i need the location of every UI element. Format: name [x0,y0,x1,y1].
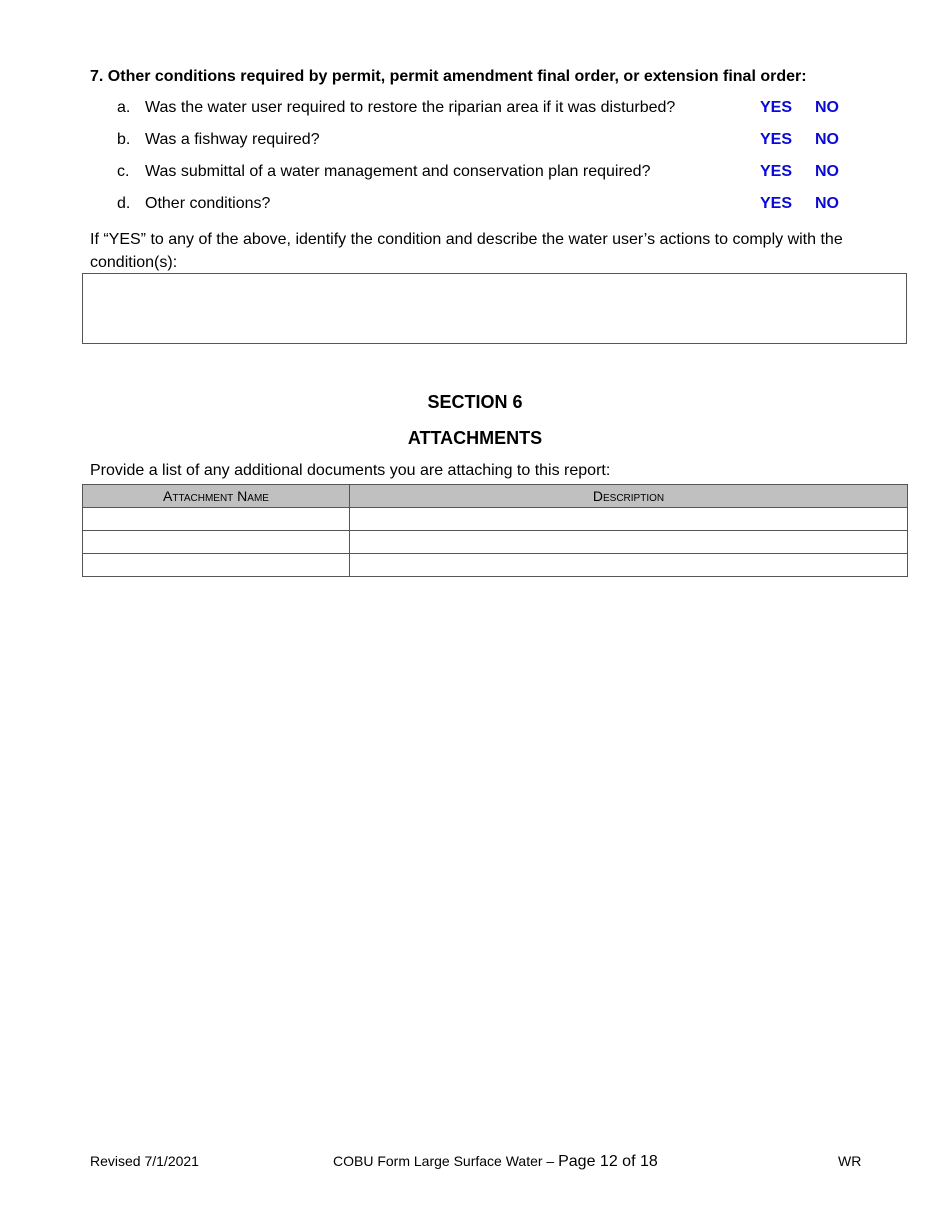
table-row [83,508,908,531]
attachment-name-cell[interactable] [83,508,350,531]
attachment-name-cell[interactable] [83,531,350,554]
question-row-a [0,99,950,121]
attachments-intro: Provide a list of any additional documents you are attaching to this report: [90,462,611,479]
no-option-c[interactable]: NO [815,163,839,180]
description-cell[interactable] [350,508,908,531]
section-label: SECTION 6 [427,392,523,412]
question-letter: d. [117,195,131,212]
table-row [83,554,908,577]
yes-option-b[interactable]: YES [760,131,793,148]
question-7-heading: 7. Other conditions required by permit, permit amendment final order, or extension final order: [90,68,807,85]
footer-revised-date: Revised 7/1/2021 [90,1153,199,1169]
description-cell[interactable] [350,554,908,577]
question-letter: a. [117,99,131,116]
explain-prompt: If “YES” to any of the above, identify the condition and describe the water user’s actions to comply with the condition(s): [90,231,843,271]
question-text: Was the water user required to restore the riparian area if it was disturbed? [145,99,676,116]
question-letter: c. [117,163,130,180]
no-option-d[interactable]: NO [815,195,839,212]
question-text: Was a fishway required? [145,131,320,148]
attachments-table [82,484,908,577]
attachment-name-cell[interactable] [83,554,350,577]
column-header-attachment-name: Attachment Name [83,485,350,508]
footer-form-info [333,1153,658,1171]
yes-option-d[interactable]: YES [760,195,793,212]
question-row-b [0,131,950,153]
no-option-b[interactable]: NO [815,131,839,148]
column-header-description: Description [350,485,908,508]
question-text: Other conditions? [145,195,271,212]
footer-form-name: COBU Form Large Surface Water – [333,1153,559,1169]
question-row-d [0,195,950,217]
footer-page-number: Page 12 of 18 [558,1153,658,1170]
table-header-row [83,485,908,508]
table-row [83,531,908,554]
question-row-c [0,163,950,185]
question-text: Was submittal of a water management and conservation plan required? [145,163,651,180]
yes-option-c[interactable]: YES [760,163,793,180]
question-letter: b. [117,131,131,148]
section-title: ATTACHMENTS [407,428,543,448]
description-cell[interactable] [350,531,908,554]
no-option-a[interactable]: NO [815,99,839,116]
footer-code: WR [838,1153,862,1169]
condition-explanation-field[interactable] [82,273,907,344]
yes-option-a[interactable]: YES [760,99,793,116]
